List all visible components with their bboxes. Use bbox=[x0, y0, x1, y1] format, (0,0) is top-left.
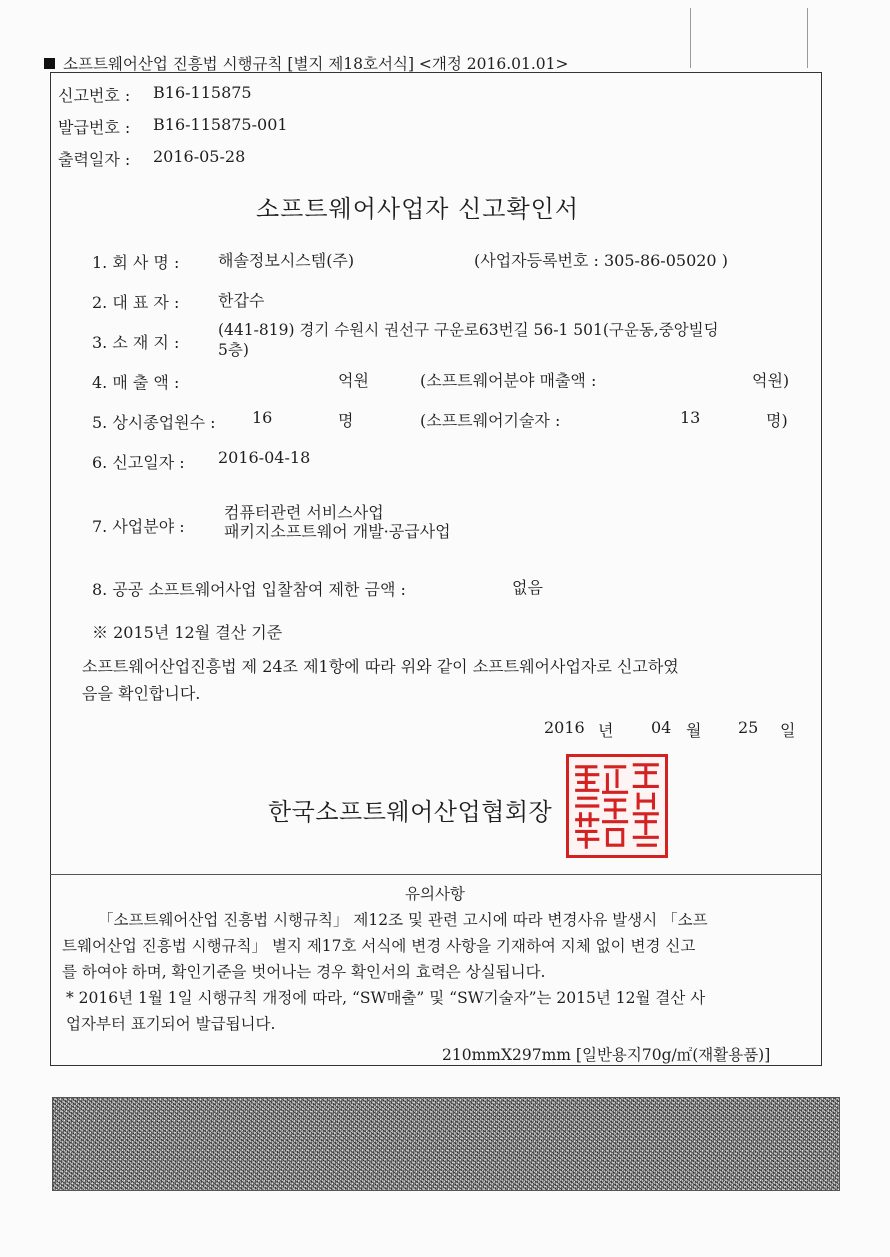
sw-sales-label: (소프트웨어분야 매출액 : bbox=[420, 371, 597, 390]
employees-label: 5. 상시종업원수 : bbox=[92, 413, 216, 432]
report-no-label: 신고번호 : bbox=[58, 86, 131, 105]
report-date-label: 6. 신고일자 : bbox=[92, 453, 185, 472]
confirm-line-1: 소프트웨어산업진흥법 제 24조 제1항에 따라 위와 같이 소프트웨어사업자로 신고하였 bbox=[82, 657, 679, 676]
date-year: 2016 bbox=[544, 718, 585, 737]
notice-title: 유의사항 bbox=[405, 885, 465, 903]
business-label: 7. 사업분야 : bbox=[92, 517, 185, 536]
sw-sales-unit: 억원) bbox=[752, 371, 790, 390]
official-seal bbox=[566, 754, 668, 858]
form-header-text: 소프트웨어산업 진흥법 시행규칙 [별지 제18호서식] <개정 2016.01.01> bbox=[63, 55, 569, 73]
notice-line-2: 트웨어산업 진흥법 시행규칙」 별지 제17호 서식에 변경 사항을 기재하여 지체 없이 변경 신고 bbox=[62, 937, 696, 955]
paper-spec: 210mmX297mm [일반용지70g/㎡(재활용품)] bbox=[442, 1046, 771, 1064]
sw-engineers-label: (소프트웨어기술자 : bbox=[420, 411, 561, 430]
employees-count: 16 bbox=[252, 408, 273, 427]
address-line-1: (441-819) 경기 수원시 권선구 구운로63번길 56-1 501(구운동,중앙빌딩 bbox=[218, 321, 719, 339]
security-pattern-band bbox=[52, 1097, 840, 1191]
notice-line-1: 「소프트웨어산업 진흥법 시행규칙」 제12조 및 관련 고시에 따라 변경사유 발생시 「소프 bbox=[98, 911, 708, 929]
sales-unit: 억원 bbox=[338, 371, 369, 390]
date-day: 25 bbox=[738, 718, 759, 737]
square-bullet-icon bbox=[44, 58, 55, 69]
report-date: 2016-04-18 bbox=[218, 448, 311, 467]
sw-engineers-count: 13 bbox=[680, 408, 701, 427]
address-line-2: 5층) bbox=[218, 341, 249, 359]
business-line-1: 컴퓨터관련 서비스사업 bbox=[224, 503, 384, 522]
basis-note: ※ 2015년 12월 결산 기준 bbox=[92, 623, 283, 642]
sw-engineers-unit: 명) bbox=[766, 411, 788, 430]
ceo-label: 2. 대 표 자 : bbox=[92, 293, 180, 312]
sales-label: 4. 매 출 액 : bbox=[92, 373, 180, 392]
employees-unit: 명 bbox=[338, 411, 354, 430]
address-label: 3. 소 재 지 : bbox=[92, 333, 180, 352]
issue-no-label: 발급번호 : bbox=[58, 118, 131, 137]
date-day-unit: 일 bbox=[780, 721, 796, 740]
confirm-line-2: 음을 확인합니다. bbox=[82, 684, 201, 703]
bid-limit-label: 8. 공공 소프트웨어사업 입찰참여 제한 금액 : bbox=[92, 580, 406, 599]
company-name: 해솔정보시스템(주) bbox=[218, 251, 355, 270]
issue-no: B16-115875-001 bbox=[153, 115, 288, 134]
issuer-name: 한국소프트웨어산업협회장 bbox=[268, 798, 553, 826]
print-date: 2016-05-28 bbox=[153, 147, 246, 166]
ceo-name: 한갑수 bbox=[218, 291, 265, 310]
seal-pattern-icon bbox=[569, 757, 665, 855]
notice-line-5: 업자부터 표기되어 발급됩니다. bbox=[66, 1015, 276, 1033]
report-no: B16-115875 bbox=[153, 83, 252, 102]
document-title: 소프트웨어사업자 신고확인서 bbox=[256, 195, 580, 223]
company-label: 1. 회 사 명 : bbox=[92, 253, 180, 272]
date-year-unit: 년 bbox=[598, 721, 614, 740]
notice-line-4: * 2016년 1월 1일 시행규칙 개정에 따라, “SW매출” 및 “SW기술자”는 2015년 12월 결산 사 bbox=[66, 989, 706, 1007]
notice-line-3: 를 하여야 하며, 확인기준을 벗어나는 경우 확인서의 효력은 상실됩니다. bbox=[62, 963, 546, 981]
business-registration-no: (사업자등록번호 : 305-86-05020 ) bbox=[474, 251, 728, 270]
top-rule-left bbox=[690, 8, 691, 68]
top-rule-right bbox=[807, 8, 808, 68]
notice-separator bbox=[50, 874, 822, 875]
date-month: 04 bbox=[651, 718, 672, 737]
date-month-unit: 월 bbox=[686, 721, 702, 740]
business-line-2: 패키지소프트웨어 개발·공급사업 bbox=[224, 522, 451, 541]
print-date-label: 출력일자 : bbox=[58, 150, 131, 169]
bid-limit-value: 없음 bbox=[512, 578, 543, 597]
form-header bbox=[44, 52, 569, 74]
